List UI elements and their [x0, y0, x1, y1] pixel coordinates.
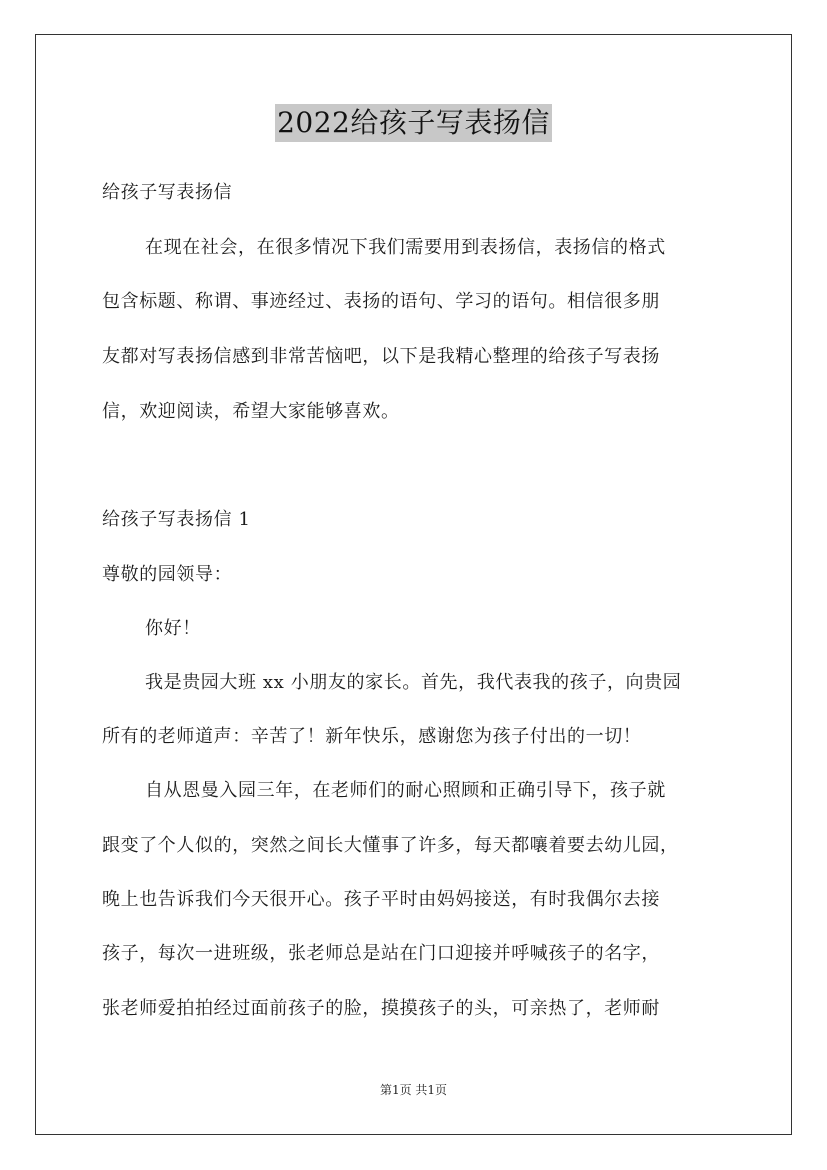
greeting: 你好！	[145, 618, 201, 639]
intro-heading: 给孩子写表扬信	[102, 182, 233, 203]
salutation: 尊敬的园领导：	[102, 564, 233, 585]
body-line: 自从恩曼入园三年，在老师们的耐心照顾和正确引导下，孩子就	[145, 780, 666, 801]
body-line: 张老师爱拍拍经过面前孩子的脸，摸摸孩子的头，可亲热了，老师耐	[102, 998, 660, 1019]
body-line: 信，欢迎阅读，希望大家能够喜欢。	[102, 401, 400, 422]
body-line: 友都对写表扬信感到非常苦恼吧，以下是我精心整理的给孩子写表扬	[102, 346, 660, 367]
body-line: 跟变了个人似的，突然之间长大懂事了许多，每天都嚷着要去幼儿园，	[102, 835, 679, 856]
body-line: 我是贵园大班 xx 小朋友的家长。首先，我代表我的孩子，向贵园	[145, 672, 682, 693]
body-line: 孩子，每次一进班级，张老师总是站在门口迎接并呼喊孩子的名字，	[102, 943, 660, 964]
body-line: 包含标题、称谓、事迹经过、表扬的语句、学习的语句。相信很多朋	[102, 291, 660, 312]
body-line: 在现在社会，在很多情况下我们需要用到表扬信，表扬信的格式	[145, 237, 666, 258]
document-title: 2022给孩子写表扬信	[275, 104, 552, 142]
body-line: 晚上也告诉我们今天很开心。孩子平时由妈妈接送，有时我偶尔去接	[102, 889, 660, 910]
title-container	[0, 104, 827, 142]
letter-heading: 给孩子写表扬信 1	[102, 509, 251, 530]
body-line: 所有的老师道声：辛苦了！新年快乐，感谢您为孩子付出的一切！	[102, 726, 642, 747]
page-number: 第1页 共1页	[379, 1083, 448, 1097]
